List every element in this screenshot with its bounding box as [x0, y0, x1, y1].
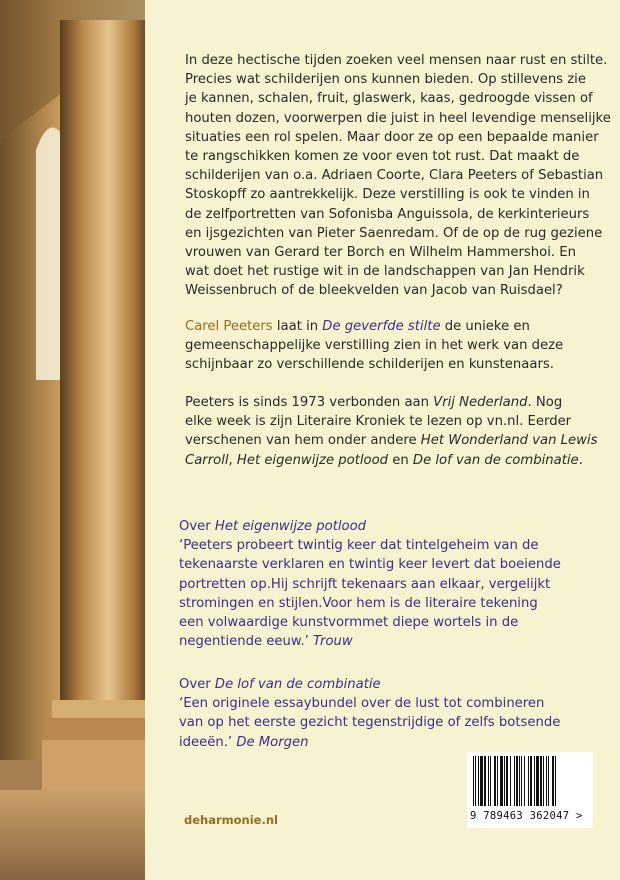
barcode-bar	[519, 756, 520, 806]
blurb-line: te rangschikken komen ze voor even tot rust. Dat maakt de	[185, 148, 580, 164]
quote-line: een volwaardige kunstvormmet diepe wortels in de	[179, 614, 519, 630]
review-quote-2	[179, 675, 599, 752]
magazine-title: Vrij Nederland	[433, 395, 528, 410]
blurb-line: schijnbaar zo verschillende schilderijen en kunstenaars.	[185, 357, 554, 373]
isbn-number: 9 789463 362047 >	[470, 810, 583, 822]
quote-line: stromingen en stijlen.Voor hem is de literaire tekening	[179, 595, 538, 611]
barcode-bar	[514, 756, 515, 806]
quote-line	[179, 632, 599, 651]
blurb-text: ,	[228, 452, 237, 468]
blurb-line	[185, 393, 595, 412]
quote-book-title: De lof van de combinatie	[214, 677, 381, 692]
barcode-bar	[521, 756, 522, 806]
quote-line	[179, 733, 599, 752]
blurb-line: In deze hectische tijden zoeken veel mensen naar rust en stilte.	[185, 53, 608, 68]
barcode-bar	[504, 756, 505, 806]
barcode-bar	[524, 756, 525, 806]
blurb-line: Precies wat schilderijen ons kunnen bieden. Op stillevens zie	[185, 72, 586, 88]
blurb-line: en ijsgezichten van Pieter Saenredam. Of de op de rug geziene	[185, 225, 603, 241]
book-title: De lof van de combinatie	[412, 452, 579, 468]
review-quote-1	[179, 517, 599, 651]
book-title: Het eigenwijze potlood	[236, 452, 389, 468]
blurb-line: de zelfportretten van Sofonisba Anguissola, de kerkinterieurs	[185, 206, 590, 222]
barcode-bar	[490, 756, 491, 806]
barcode-bar	[534, 756, 535, 806]
over-label: Over	[179, 677, 215, 692]
quote-source: Trouw	[313, 634, 353, 650]
blurb-paragraph-3	[185, 393, 598, 470]
barcode-bar	[552, 756, 554, 806]
over-label: Over	[179, 519, 215, 534]
barcode-bar	[488, 756, 489, 806]
quote-heading	[179, 517, 599, 536]
quote-line: portretten op.Hij schrijft tekenaars aan elkaar, vergelijkt	[179, 576, 551, 592]
quote-line: van op het eerste gezicht tegenstrijdige of zelfs botsende	[179, 715, 561, 731]
blurb-line: elke week is zijn Literaire Kroniek te lezen op vn.nl. Eerder	[185, 414, 572, 430]
barcode-bar	[540, 756, 542, 806]
barcode-bar	[528, 756, 529, 806]
barcode-bar	[506, 756, 508, 806]
barcode-bar	[510, 756, 511, 806]
blurb-paragraph-1	[185, 51, 611, 300]
book-title: De geverfde stilte	[322, 319, 441, 334]
blurb-line: schilderijen van o.a. Adriaen Coorte, Clara Peeters of Sebastian	[185, 168, 604, 184]
blurb-line: Stoskopff zo aantrekkelijk. Deze verstilling is ook te vinden in	[185, 187, 590, 203]
barcode-bar	[555, 756, 556, 806]
blurb-line: houten dozen, voorwerpen die juist in heel levendige menselijke	[185, 110, 611, 126]
quote-text: negentiende eeuw.’	[179, 634, 314, 650]
publisher-website: deharmonie.nl	[184, 813, 278, 827]
blurb-text: verschenen van hem onder andere	[185, 433, 421, 449]
blurb-text: .	[578, 452, 583, 468]
blurb-text: laat in	[272, 319, 323, 334]
barcode-bar	[478, 756, 479, 806]
barcode-bar	[530, 756, 532, 806]
quote-book-title: Het eigenwijze potlood	[214, 519, 367, 534]
barcode-bar	[497, 756, 498, 806]
quote-line: tekenaarste verklaren en twintig keer levert dat boeiende	[179, 557, 561, 573]
blurb-line: je kannen, schalen, fruit, glaswerk, kaas, gedroogde vissen of	[185, 91, 593, 107]
barcode-bar	[516, 756, 518, 806]
quote-line: ‘Peeters probeert twintig keer dat tintelgeheim van de	[179, 538, 539, 554]
blurb-line: gemeenschappelijke verstilling zien in het werk van deze	[185, 338, 564, 354]
barcode-bar	[473, 756, 474, 806]
barcode-bar	[546, 756, 547, 806]
barcode-bar	[475, 756, 476, 806]
quote-line: ‘Een originele essaybundel over de lust tot combineren	[179, 696, 545, 712]
blurb-paragraph-2	[185, 317, 595, 375]
barcode-bar	[494, 756, 496, 806]
blurb-text: Peeters is sinds 1973 verbonden aan	[185, 395, 434, 410]
quote-text: ideeën.’	[179, 734, 237, 750]
blurb-line: vrouwen van Gerard ter Borch en Wilhelm Hammershoi. En	[185, 244, 576, 260]
book-title: Carroll	[185, 452, 229, 468]
barcode-bar	[480, 756, 483, 806]
book-title: Het Wonderland van Lewis	[420, 433, 598, 449]
barcode-bar	[543, 756, 544, 806]
barcode-bar	[500, 756, 503, 806]
blurb-text: . Nog	[527, 395, 563, 410]
blurb-line: Weissenbruch of de bleekvelden van Jacob van Ruisdael?	[185, 283, 563, 299]
cover-painting-column	[0, 0, 145, 880]
barcode-bar	[484, 756, 486, 806]
barcode-bar	[536, 756, 539, 806]
quote-source: De Morgen	[236, 734, 309, 750]
blurb-line	[185, 317, 595, 336]
barcode-bar	[548, 756, 549, 806]
blurb-line: wat doet het rustige wit in de landschappen van Jan Hendrik	[185, 264, 585, 280]
blurb-line	[185, 431, 598, 450]
blurb-text: de unieke en	[440, 319, 530, 334]
author-name: Carel Peeters	[185, 319, 273, 334]
blurb-text: en	[388, 452, 413, 468]
blurb-line	[185, 451, 595, 470]
quote-heading	[179, 675, 599, 694]
blurb-line: situaties een rol spelen. Maar door ze op een bepaalde manier	[185, 129, 599, 145]
